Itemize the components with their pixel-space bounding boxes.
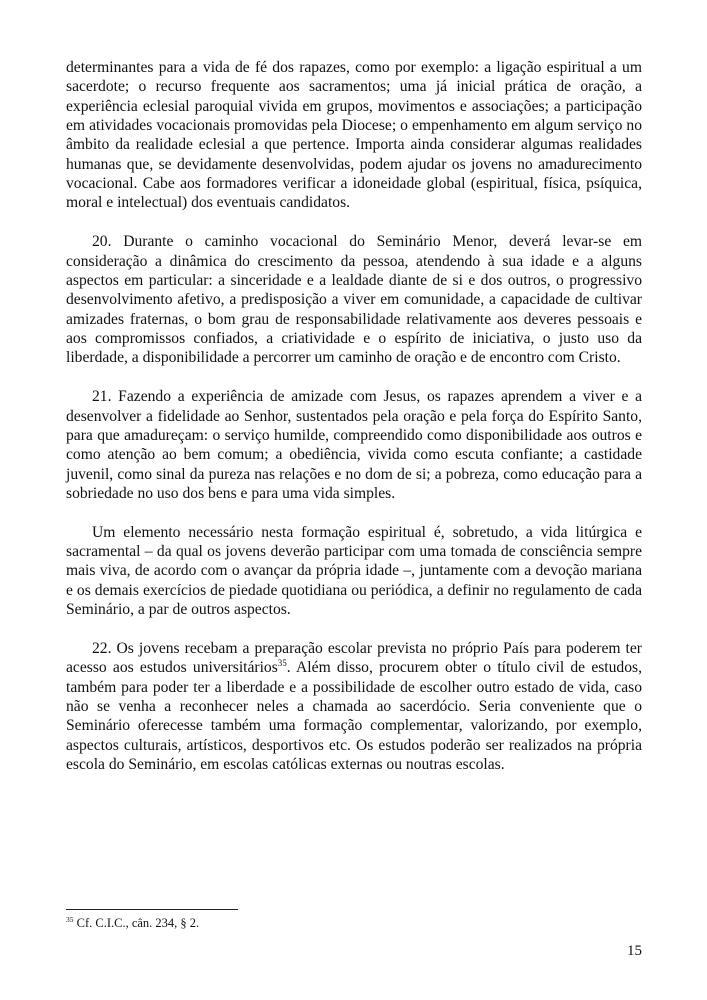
body-text xyxy=(66,58,642,774)
page-number: 15 xyxy=(627,943,642,959)
paragraph-22 xyxy=(66,639,642,774)
footnote-reference[interactable]: 35 xyxy=(277,658,287,669)
footnote-separator xyxy=(66,909,238,910)
footnote xyxy=(66,916,199,931)
paragraph-22-text-a: 22. Os jovens recebam a preparação escolar prevista no próprio País para poderem ter acesso aos estudos universitários xyxy=(66,639,642,677)
paragraph-20: 20. Durante o caminho vocacional do Seminário Menor, deverá levar-se em consideração a dinâmica do crescimento da pessoa, atendendo à sua idade e a alguns aspectos em particular: a sinceridade e a lealdade diante de si e dos outros, o progressivo desenvolvimento afetivo, a predisposição a viver em comunidade, a capacidade de cultivar amizades fraternas, o bom grau de responsabilidade relativamente aos deveres pessoais e aos compromissos confiados, a criatividade e o espírito de iniciativa, o justo uso da liberdade, a disponibilidade a percorrer um caminho de oração e de encontro com Cristo. xyxy=(66,233,642,367)
paragraph-continuation: determinantes para a vida de fé dos rapazes, como por exemplo: a ligação espiritual a um sacerdote; o recurso frequente aos sacramentos; uma já inicial prática de oração, a experiência eclesial paroquial vivida em grupos, movimentos e associações; a participação em atividades vocacionais promovidas pela Diocese; o empenhamento em algum serviço no âmbito da realidade eclesial a que pertence. Importa ainda considerar algumas realidades humanas que, se devidamente desenvolvidas, podem ajudar os jovens no amadurecimento vocacional. Cabe aos formadores verificar a idoneidade global (espiritual, física, psíquica, moral e intelectual) dos eventuais candidatos. xyxy=(66,59,642,212)
paragraph-21: 21. Fazendo a experiência de amizade com Jesus, os rapazes aprendem a viver e a desenvolver a fidelidade ao Senhor, sustentados pela oração e pela força do Espírito Santo, para que amadureçam: o serviço humilde, compreendido como disponibilidade aos outros e como atenção ao bem comum; a obediência, vivida como escuta confiante; a castidade juvenil, como sinal da pureza nas relações e no dom de si; a pobreza, como educação para a sobriedade no uso dos bens e para uma vida simples. xyxy=(66,388,642,502)
paragraph-22-text-b: . Além disso, procurem obter o título civil de estudos, também para poder ter a liberdade e a possibilidade de escolher outro estado de vida, caso não se venha a reconhecer neles a chamada ao sacerdócio. Seria conveniente que o Seminário oferecesse também uma formação complementar, valorizando, por exemplo, aspectos culturais, artísticos, desportivos etc. Os estudos poderão ser realizados na própria escola do Seminário, em escolas católicas externas ou noutras escolas. xyxy=(66,659,642,773)
paragraph-21-liturgical: Um elemento necessário nesta formação espiritual é, sobretudo, a vida litúrgica e sacramental – da qual os jovens deverão participar com uma tomada de consciência sempre mais viva, de acordo com o avançar da própria idade –, juntamente com a devoção mariana e os demais exercícios de piedade quotidiana ou periódica, a definir no regulamento de cada Seminário, a par de outros aspectos. xyxy=(66,523,642,619)
footnote-text: Cf. C.I.C., cân. 234, § 2. xyxy=(73,916,200,930)
footnote-number: 35 xyxy=(66,915,74,924)
